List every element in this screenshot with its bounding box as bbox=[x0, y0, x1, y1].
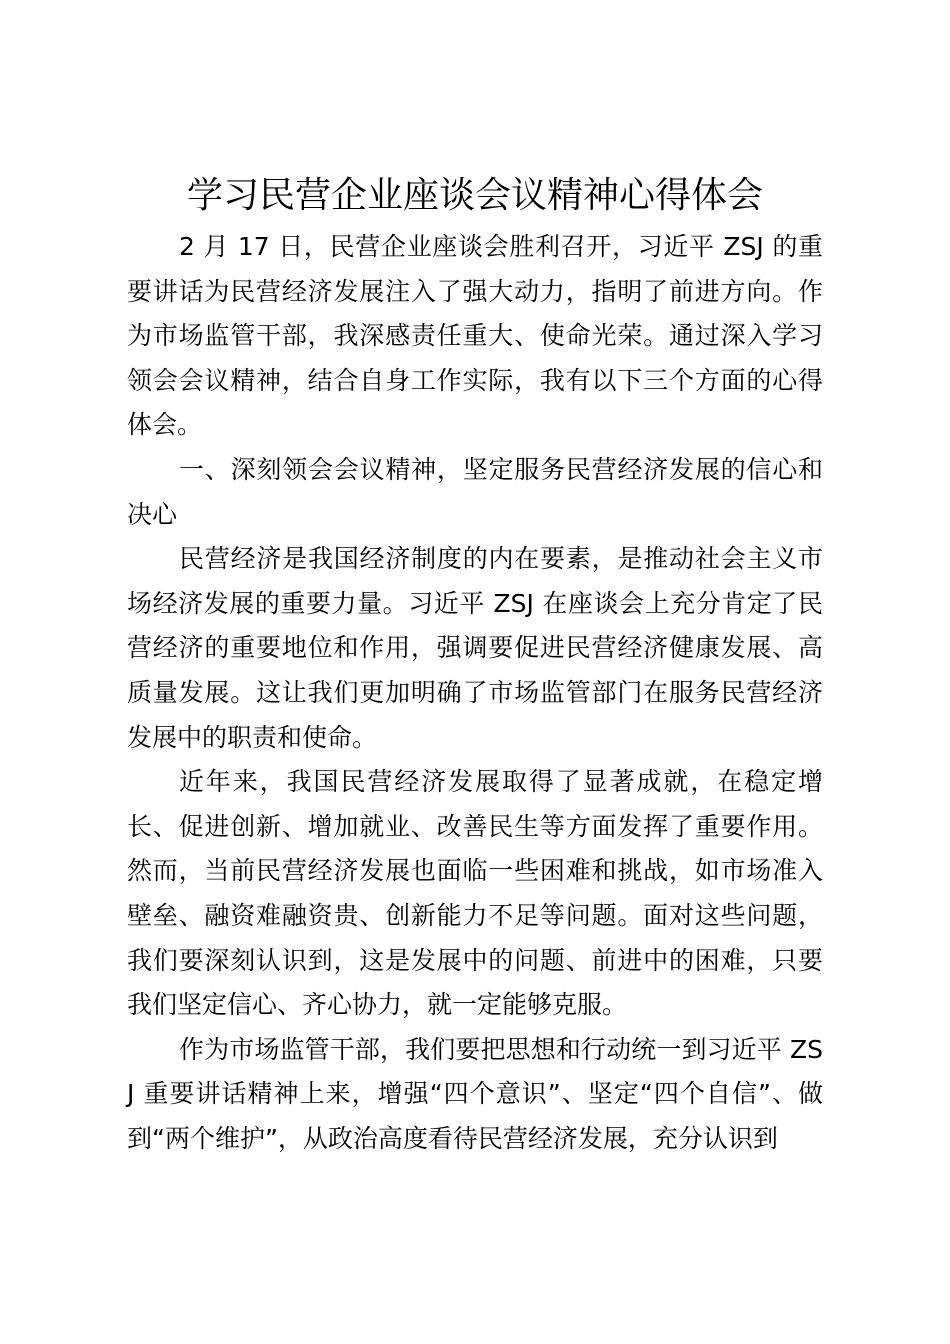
document-body bbox=[127, 225, 823, 1161]
section-heading-1: 一、深刻领会会议精神，坚定服务民营经济发展的信心和决心 bbox=[127, 454, 823, 529]
paragraph-intro: 2 月 17 日，民营企业座谈会胜利召开，习近平 ZSJ 的重要讲话为民营经济发展注入了强大动力，指明了前进方向。作为市场监管干部，我深感责任重大、使命光荣。通过深入学习领会会议精神，结合自身工作实际，我有以下三个方面的心得体会。 bbox=[127, 232, 823, 440]
paragraph-2: 近年来，我国民营经济发展取得了显著成就，在稳定增长、促进创新、增加就业、改善民生等方面发挥了重要作用。然而，当前民营经济发展也面临一些困难和挑战，如市场准入壁垒、融资难融资贵、创新能力不足等问题。面对这些问题，我们要深刻认识到，这是发展中的问题、前进中的困难，只要我们坚定信心、齐心协力，就一定能够克服。 bbox=[127, 767, 823, 1020]
paragraph-1: 民营经济是我国经济制度的内在要素，是推动社会主义市场经济发展的重要力量。习近平 ZSJ 在座谈会上充分肯定了民营经济的重要地位和作用，强调要促进民营经济健康发展、高质量发展。这让我们更加明确了市场监管部门在服务民营经济发展中的职责和使命。 bbox=[127, 544, 823, 752]
paragraph-3: 作为市场监管干部，我们要把思想和行动统一到习近平 ZSJ 重要讲话精神上来，增强“四个意识”、坚定“四个自信”、做到“两个维护”，从政治高度看待民营经济发展，充分认识到 bbox=[127, 1034, 823, 1153]
document-title: 学习民营企业座谈会议精神心得体会 bbox=[186, 175, 763, 216]
